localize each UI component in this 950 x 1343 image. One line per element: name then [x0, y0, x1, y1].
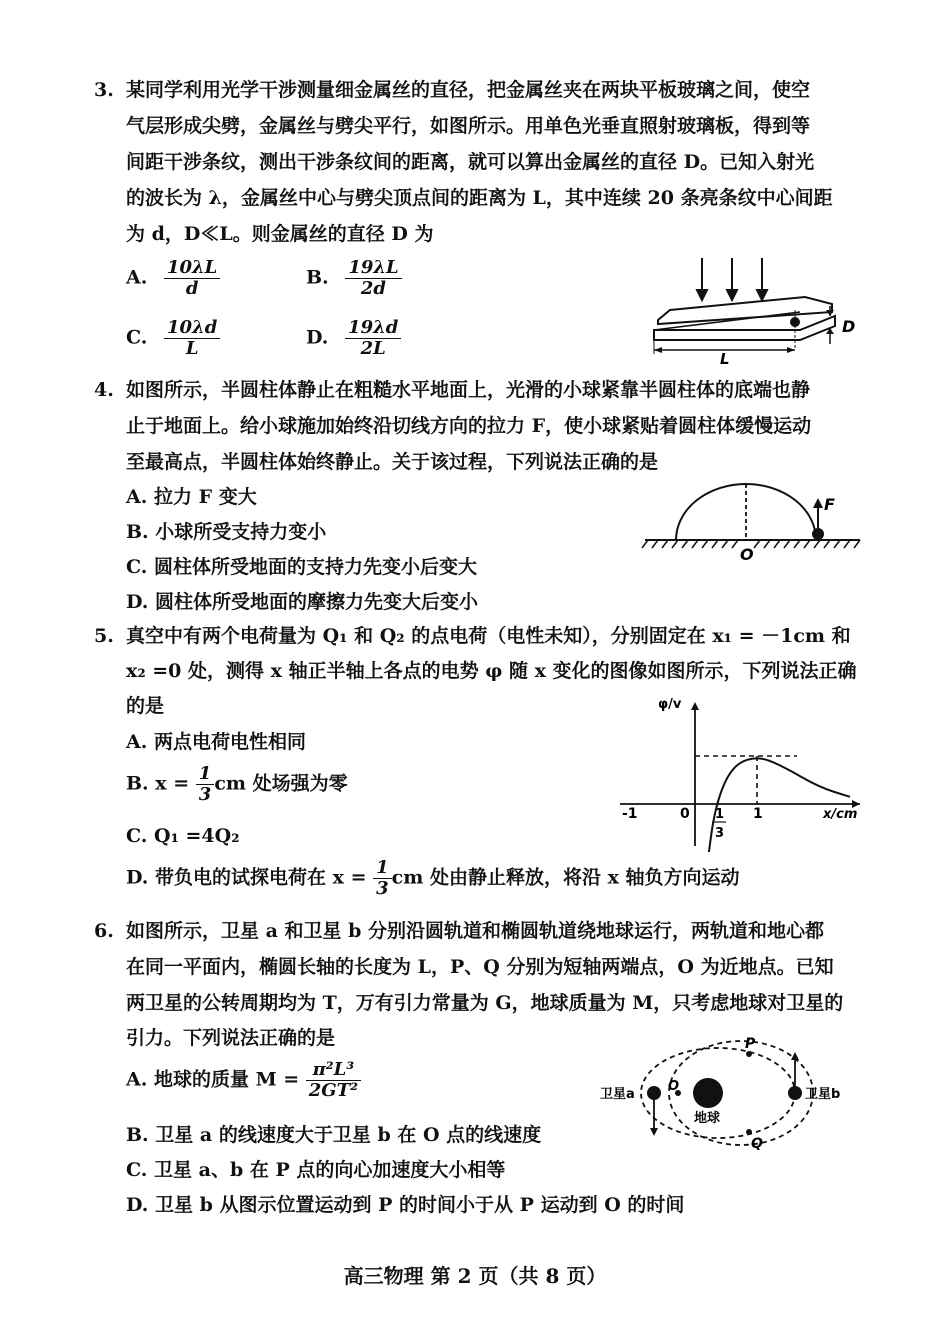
y-axis-label: φ/v: [658, 697, 682, 712]
q3-line-2: 气层形成尖劈，金属丝与劈尖平行，如图所示。用单色光垂直照射玻璃板，得到等: [126, 115, 811, 137]
q3-line-5: 为 d，D≪L。则金属丝的直径 D 为: [126, 223, 434, 245]
q3-option-d-den: 2L: [360, 338, 386, 359]
q4-half-cylinder-figure: [640, 476, 870, 568]
q5-potential-graph: [610, 694, 870, 852]
q6-option-a-num: π²L³: [306, 1060, 361, 1081]
q4-label-O: O: [740, 545, 754, 564]
light-arrows: [697, 258, 767, 300]
q4-option-d[interactable]: D. 圆柱体所受地面的摩擦力先变大后变小: [126, 591, 479, 613]
page-footer: 高三物理 第 2 页（共 8 页）: [343, 1264, 607, 1288]
q3-number: 3.: [94, 79, 114, 101]
satellite-b: [788, 1086, 802, 1100]
q6-line-3: 两卫星的公转周期均为 T，万有引力常量为 G，地球质量为 M，只考虑地球对卫星的: [126, 992, 844, 1014]
q5-option-d-post: cm 处由静止释放，将沿 x 轴负方向运动: [391, 866, 740, 889]
label-Q: Q: [751, 1136, 763, 1152]
q5-option-d-num: 1: [373, 858, 392, 879]
q6-number: 6.: [94, 920, 114, 942]
q4-option-b[interactable]: B. 小球所受支持力变小: [126, 521, 327, 543]
label-O: O: [668, 1079, 680, 1094]
q3-option-a-label: A.: [126, 266, 148, 289]
x-axis-label: x/cm: [823, 807, 858, 822]
q3-option-a[interactable]: [126, 258, 220, 299]
q5-line-3: 的是: [126, 695, 165, 717]
q3-option-b[interactable]: [306, 258, 402, 299]
q3-option-c-label: C.: [126, 326, 148, 349]
q3-option-a-den: d: [185, 278, 199, 299]
top-glass-plate: [658, 297, 832, 324]
q6-option-b[interactable]: B. 卫星 a 的线速度大于卫星 b 在 O 点的线速度: [126, 1124, 542, 1146]
tick-0: 0: [680, 806, 690, 822]
satellite-a-label: 卫星a: [600, 1087, 635, 1102]
q5-option-a[interactable]: A. 两点电荷电性相同: [126, 731, 306, 753]
q5-line-1: 真空中有两个电荷量为 Q₁ 和 Q₂ 的点电荷（电性未知），分别固定在 x₁ = －1cm 和: [126, 625, 851, 647]
q5-option-d[interactable]: [126, 858, 740, 899]
q3-option-c-num: 10λd: [164, 318, 220, 339]
q6-line-4: 引力。下列说法正确的是: [126, 1027, 336, 1049]
q3-option-b-den: 2d: [360, 278, 387, 299]
q3-option-b-label: B.: [306, 266, 329, 289]
q4-number: 4.: [94, 379, 114, 401]
q5-option-b-num: 1: [196, 764, 215, 785]
satellite-b-label: 卫星b: [805, 1087, 841, 1102]
q5-option-c[interactable]: C. Q₁ =4Q₂: [126, 825, 240, 847]
q3-line-4: 的波长为 λ，金属丝中心与劈尖顶点间的距离为 L，其中连续 20 条亮条纹中心间距: [126, 187, 833, 209]
q6-line-2: 在同一平面内，椭圆长轴的长度为 L，P、Q 分别为短轴两端点，O 为近地点。已知: [126, 956, 834, 978]
satellite-a-velocity-arrow: [650, 1128, 658, 1136]
q4-line-2: 止于地面上。给小球施加始终沿切线方向的拉力 F，使小球紧贴着圆柱体缓慢运动: [126, 415, 812, 437]
tick-third-num: 1: [715, 807, 725, 822]
q3-label-D: D: [842, 317, 856, 336]
q5-line-2: x₂ =0 处，测得 x 轴正半轴上各点的电势 φ 随 x 变化的图像如图所示，下列说法正确: [126, 660, 857, 682]
tick-neg1: -1: [622, 806, 638, 822]
q5-option-b-den: 3: [198, 784, 212, 805]
satellite-b-velocity-arrow: [791, 1052, 799, 1060]
q6-orbit-figure: [596, 1034, 866, 1158]
q5-option-d-pre: D. 带负电的试探电荷在 x =: [126, 866, 367, 889]
label-P: P: [745, 1036, 756, 1052]
q3-option-a-num: 10λL: [164, 258, 220, 279]
q3-option-c[interactable]: [126, 318, 220, 359]
q6-option-a-pre: A. 地球的质量 M =: [126, 1068, 300, 1091]
q3-option-c-den: L: [185, 338, 199, 359]
q6-option-c[interactable]: C. 卫星 a、b 在 P 点的向心加速度大小相等: [126, 1159, 506, 1181]
tick-1: 1: [753, 806, 763, 822]
q5-option-b[interactable]: [126, 764, 348, 805]
point-Q: [746, 1129, 752, 1135]
satellite-a: [647, 1086, 661, 1100]
tick-third-den: 3: [715, 826, 725, 841]
q3-line-3: 间距干涉条纹，测出干涉条纹间的距离，就可以算出金属丝的直径 D。已知入射光: [126, 151, 815, 173]
q4-line-3: 至最高点，半圆柱体始终静止。关于该过程，下列说法正确的是: [126, 451, 659, 473]
q6-option-d[interactable]: D. 卫星 b 从图示位置运动到 P 的时间小于从 P 运动到 O 的时间: [126, 1194, 685, 1216]
q5-option-b-pre: B. x =: [126, 772, 190, 795]
q6-option-a-den: 2GT²: [308, 1080, 358, 1101]
q5-option-b-post: cm 处场强为零: [214, 772, 348, 795]
q5-option-d-den: 3: [376, 878, 389, 899]
force-arrow: [813, 498, 823, 508]
q3-wedge-figure: [640, 252, 870, 367]
q4-line-1: 如图所示，半圆柱体静止在粗糙水平地面上，光滑的小球紧靠半圆柱体的底端也静: [126, 379, 811, 401]
q3-line-1: 某同学利用光学干涉测量细金属丝的直径，把金属丝夹在两块平板玻璃之间，使空: [126, 79, 811, 101]
q3-option-b-num: 19λL: [345, 258, 401, 279]
q6-line-1: 如图所示，卫星 a 和卫星 b 分别沿圆轨道和椭圆轨道绕地球运行，两轨道和地心都: [126, 920, 825, 942]
earth-label: 地球: [694, 1111, 721, 1126]
q3-option-d-label: D.: [306, 326, 329, 349]
q3-option-d-num: 19λd: [345, 318, 401, 339]
q4-option-a[interactable]: A. 拉力 F 变大: [126, 486, 257, 508]
earth: [693, 1078, 723, 1108]
q3-label-L: L: [720, 350, 730, 367]
q3-option-d[interactable]: [306, 318, 401, 359]
q5-number: 5.: [94, 625, 114, 647]
q4-option-c[interactable]: C. 圆柱体所受地面的支持力先变小后变大: [126, 556, 478, 578]
q4-label-F: F: [824, 495, 835, 514]
q6-option-a[interactable]: [126, 1060, 361, 1101]
